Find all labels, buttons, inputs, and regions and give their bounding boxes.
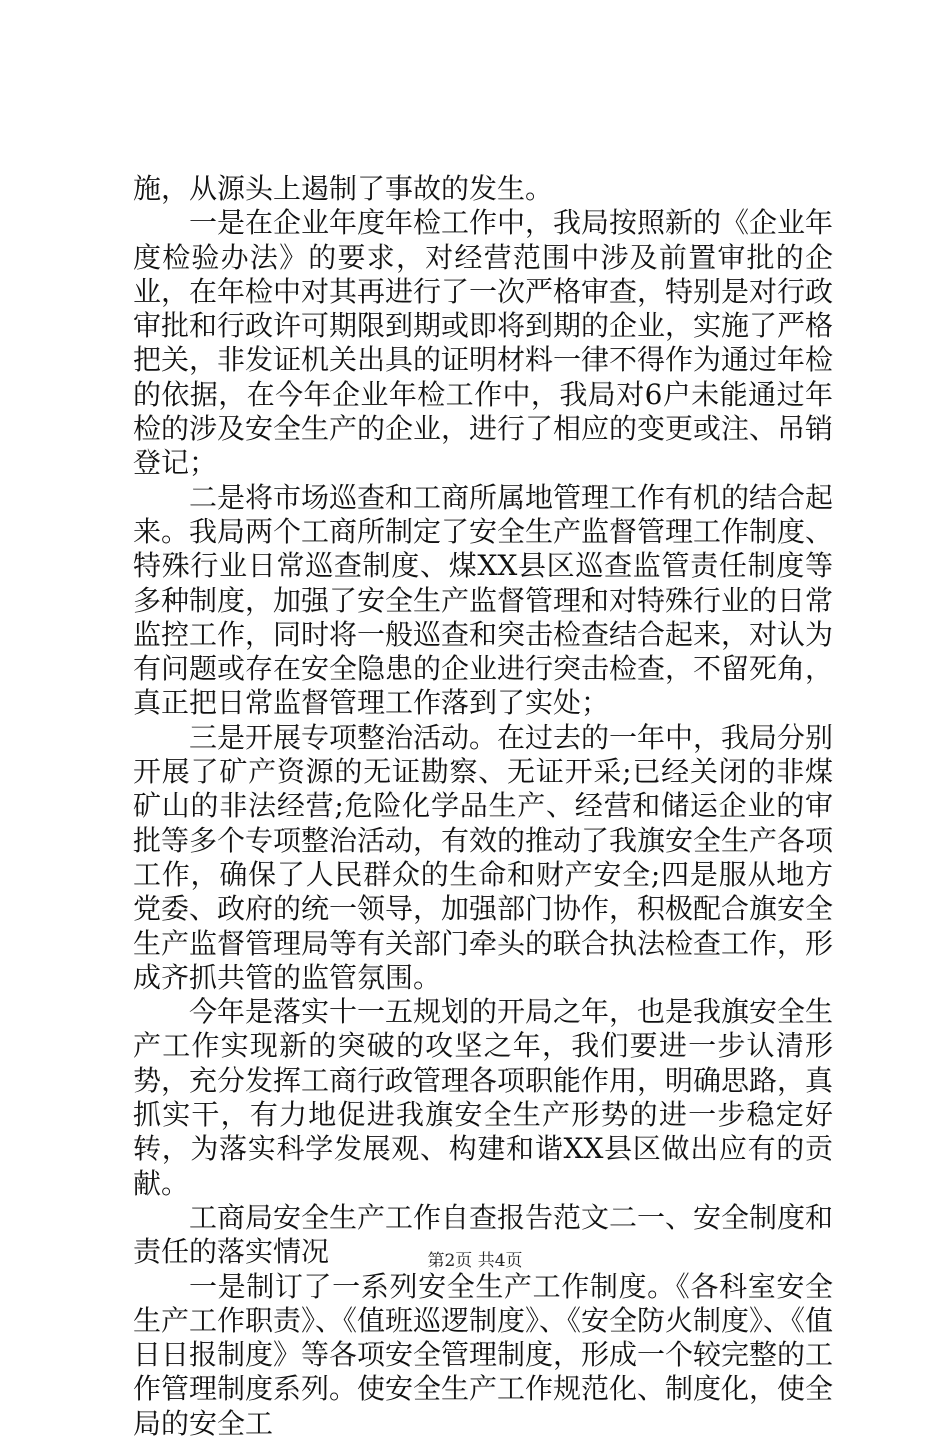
paragraph-1: 施，从源头上遏制了事故的发生。 [133,172,554,205]
page-footer [0,1246,950,1271]
paragraph-7: 一是制订了一系列安全生产工作制度。《各科室安全生产工作职责》、《值班巡逻制度》、《安全防火制度》、《值日日报制度》等各项安全管理制度，形成一个较完整的工作管理制度系列。使安全生产工作规范化、制度化，使全局的安全工 [133,1269,834,1440]
page-number-label: 第2页 共4页 [427,1251,523,1271]
paragraph-2: 一是在企业年度年检工作中，我局按照新的《企业年度检验办法》的要求，对经营范围中涉及前置审批的企业，在年检中对其再进行了一次严格审查，特别是对行政审批和行政许可期限到期或即将到期的企业，实施了严格把关，非发证机关出具的证明材料一律不得作为通过年检的依据，在今年企业年检工作中，我局对6户未能通过年检的涉及安全生产的企业，进行了相应的变更或注、吊销登记； [133,206,834,480]
paragraph-5: 今年是落实十一五规划的开局之年，也是我旗安全生产工作实现新的突破的攻坚之年，我们要进一步认清形势，充分发挥工商行政管理各项职能作用，明确思路，真抓实干，有力地促进我旗安全生产形势的进一步稳定好转，为落实科学发展观、构建和谐XX县区做出应有的贡献。 [133,995,834,1200]
paragraph-4: 三是开展专项整治活动。在过去的一年中，我局分别开展了矿产资源的无证勘察、无证开采;已经关闭的非煤矿山的非法经营;危险化学品生产、经营和储运企业的审批等多个专项整治活动，有效的推动了我旗安全生产各项工作，确保了人民群众的生命和财产安全;四是服从地方党委、政府的统一领导，加强部门协作，积极配合旗安全生产监督管理局等有关部门牵头的联合执法检查工作，形成齐抓共管的监管氛围。 [133,720,834,994]
paragraph-3: 二是将市场巡查和工商所属地管理工作有机的结合起来。我局两个工商所制定了安全生产监督管理工作制度、特殊行业日常巡查制度、煤XX县区巡查监管责任制度等多种制度，加强了安全生产监督管理和对特殊行业的日常监控工作，同时将一般巡查和突击检查结合起来，对认为有问题或存在安全隐患的企业进行突击检查，不留死角，真正把日常监督管理工作落到了实处； [133,480,834,720]
paragraph-6: 工商局安全生产工作自查报告范文二一、安全制度和责任的落实情况 [133,1200,834,1269]
